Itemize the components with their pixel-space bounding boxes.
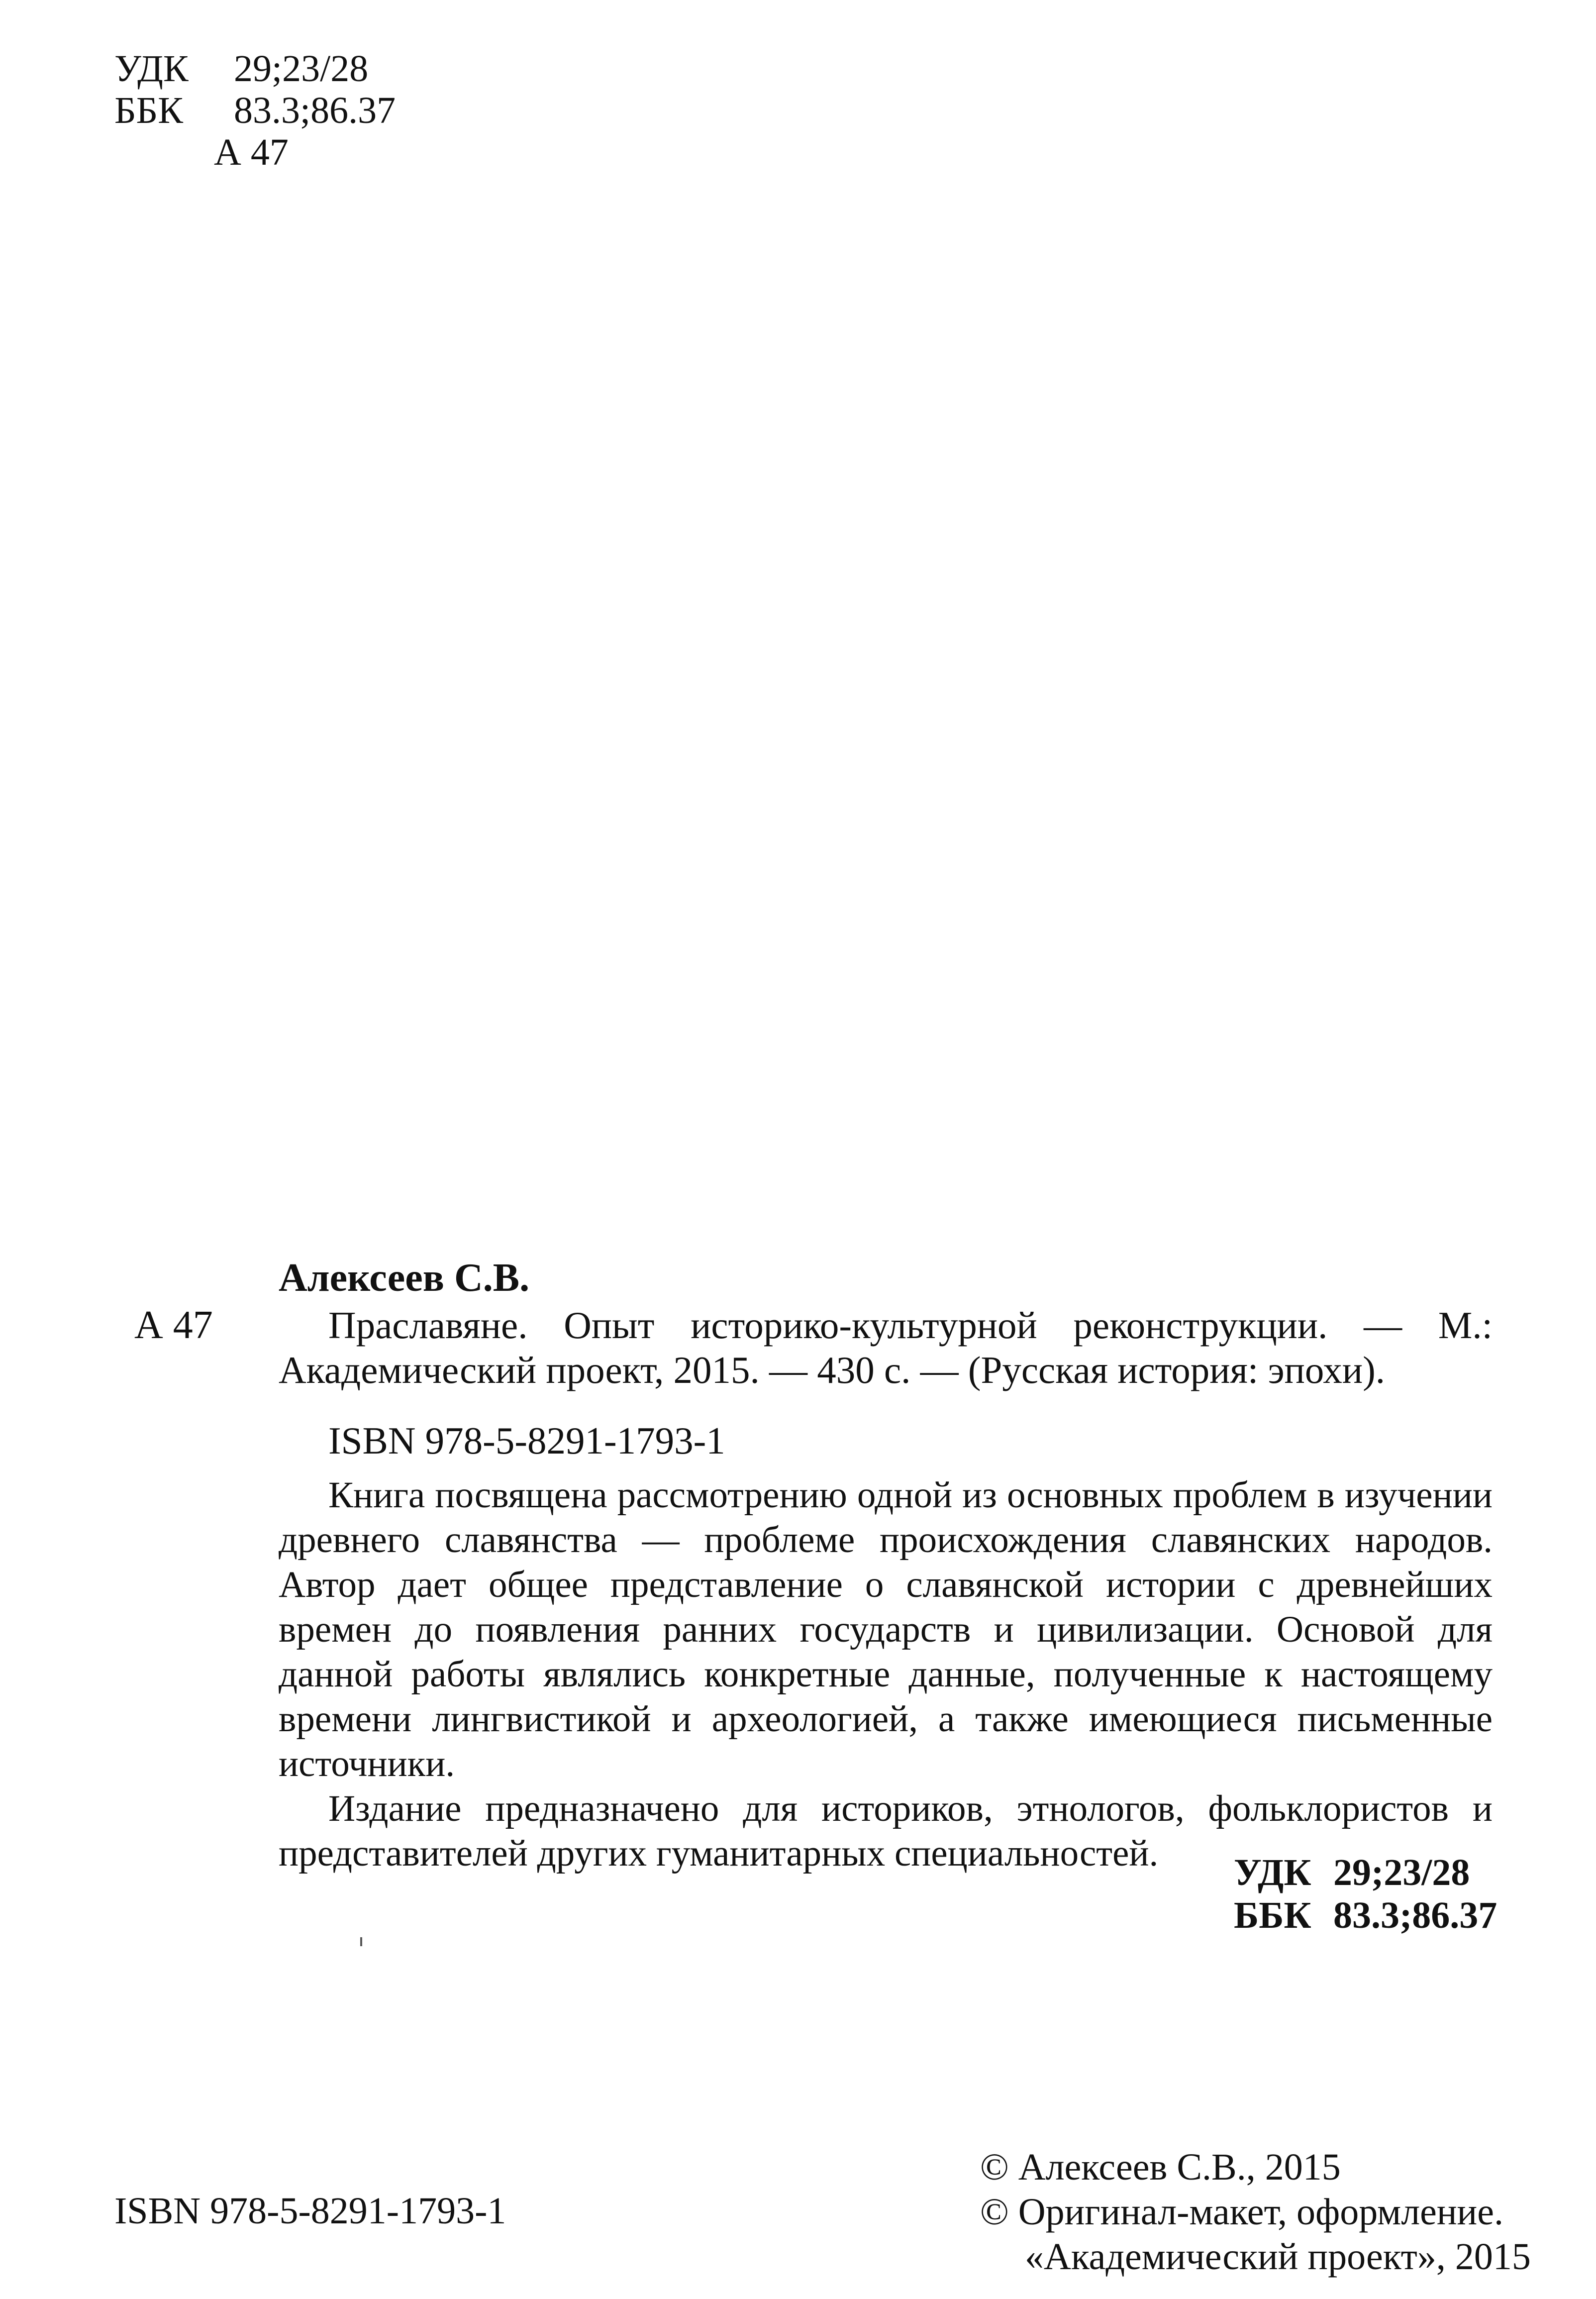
top-classification [114, 48, 396, 173]
bbk-code: 83.3;86.37 [234, 90, 396, 131]
copyright-layout: © Оригинал-макет, оформление. [980, 2191, 1503, 2233]
footer-isbn: ISBN 978-5-8291-1793-1 [114, 2190, 506, 2232]
copyright-author: © Алексеев С.В., 2015 [980, 2146, 1341, 2188]
bottom-udk-label: УДК [1234, 1852, 1311, 1893]
udk-label: УДК [114, 48, 189, 90]
bottom-udk-row [1234, 1851, 1497, 1894]
annotation [279, 1473, 1493, 1876]
print-mark [360, 1937, 362, 1946]
top-bbk-row [114, 90, 396, 131]
bbk-label: ББК [114, 90, 183, 131]
bottom-bbk-code: 83.3;86.37 [1333, 1894, 1497, 1936]
record-isbn: ISBN 978-5-8291-1793-1 [328, 1419, 725, 1462]
udk-code: 29;23/28 [234, 48, 369, 90]
record-description: Праславяне. Опыт историко-культурной реконструкции. — М.: Академический проект, 2015. — 430 с. — (Русская история: эпохи). [279, 1304, 1493, 1391]
bottom-classification [1234, 1851, 1497, 1937]
top-author-sign-row [114, 131, 396, 173]
record-author: Алексеев С.В. [279, 1256, 530, 1300]
copyright-publisher: «Академический проект», 2015 [1025, 2236, 1531, 2278]
author-sign: А 47 [214, 131, 289, 173]
bottom-bbk-label: ББК [1234, 1894, 1311, 1936]
bottom-udk-code: 29;23/28 [1333, 1852, 1470, 1893]
copyright-block [980, 2145, 1531, 2279]
annotation-paragraph-1: Книга посвящена рассмотрению одной из основных проблем в изучении древнего славянства — проблеме происхождения славянских народов. Автор дает общее представление о славянской истории с древнейших времен до появления ранних государств и цивилизации. Основой для данной работы являлись конкретные данные, полученные к настоящему времени лингвистикой и археологией, а также имеющиеся письменные источники. [279, 1474, 1493, 1784]
bottom-bbk-row [1234, 1894, 1497, 1937]
author-mark: А 47 [134, 1303, 213, 1347]
annotation-paragraph-2: Издание предназначено для историков, этнологов, фольклористов и представителей других гуманитарных специальностей. [279, 1788, 1493, 1874]
top-udk-row [114, 48, 396, 90]
